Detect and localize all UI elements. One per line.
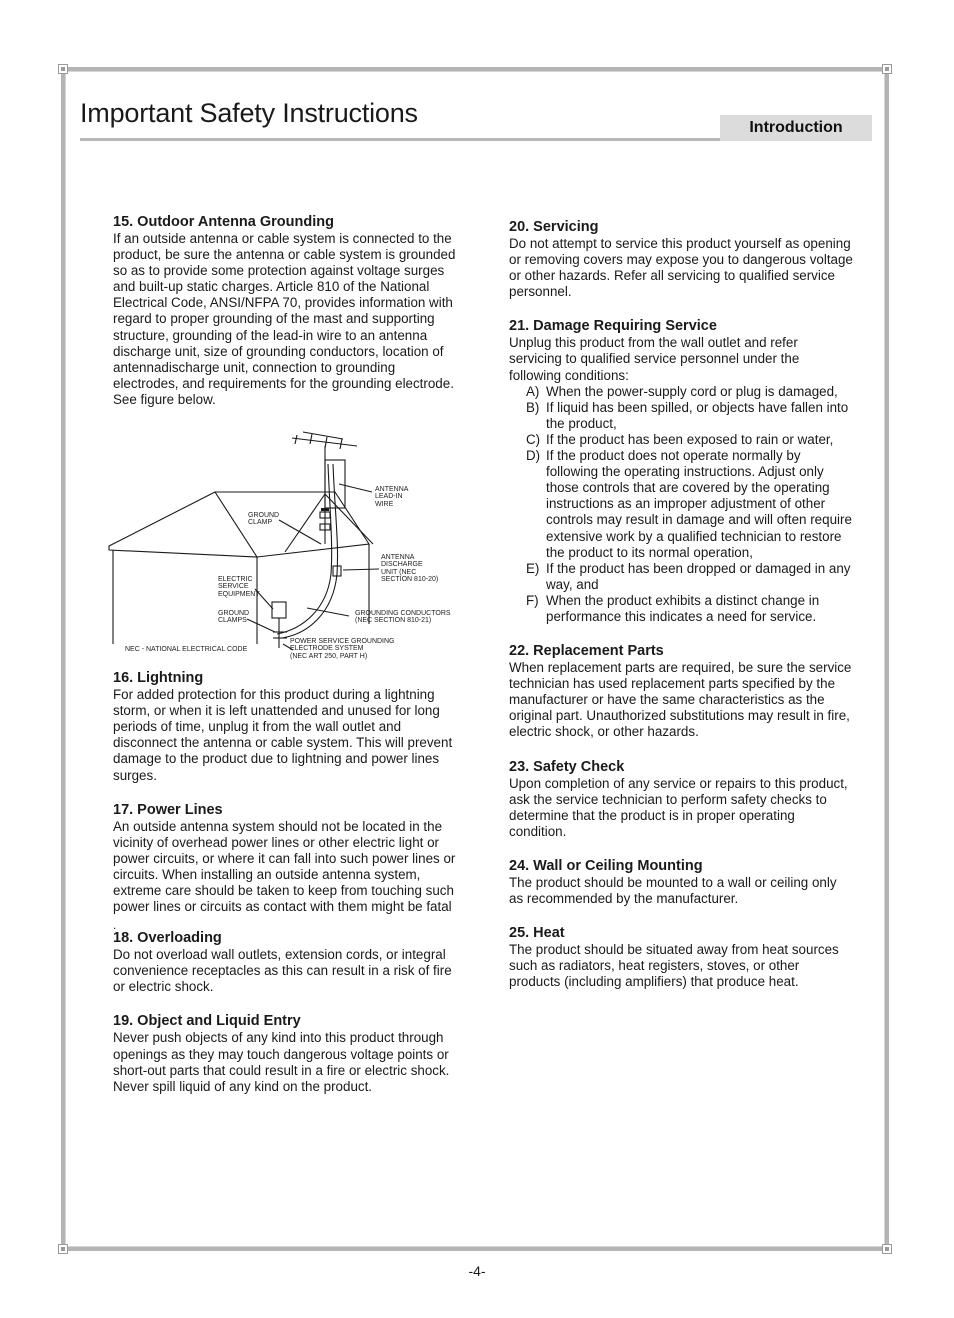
item-heading: 25. Heat <box>509 925 565 942</box>
roof-ridge <box>215 492 369 557</box>
list-item <box>509 384 854 400</box>
item-overloading <box>113 930 458 995</box>
corner-mark <box>58 64 68 74</box>
item-body: For added protection for this product during a lightning storm, or when it is left unattended and unused for long periods of time, unplug it from the wall outlet and disconnect the antenna or cable system. This will prevent damage to the product due to lightning and power lines surges. <box>113 687 453 783</box>
electric-service-box <box>272 602 286 618</box>
item-replacement-parts <box>509 643 854 740</box>
list-item <box>509 432 854 448</box>
item-heading: 19. Object and Liquid Entry <box>113 1013 301 1030</box>
guy-wire <box>325 494 373 544</box>
left-column <box>113 214 458 1113</box>
label-grounding-conductors: GROUNDING CONDUCTORS (NEC SECTION 810-21) <box>355 610 451 625</box>
label-ground-clamp: GROUND CLAMP <box>248 512 280 527</box>
item-object-liquid-entry <box>113 1013 458 1094</box>
right-column <box>509 219 854 1008</box>
item-lightning <box>113 670 458 784</box>
label-electric-service: ELECTRIC SERVICE EQUIPMENT <box>218 576 260 598</box>
title-rule <box>80 138 720 141</box>
page-number: -4- <box>468 1263 486 1279</box>
corner-mark <box>882 1244 892 1254</box>
list-letter: A) <box>526 383 540 399</box>
item-body: If an outside antenna or cable system is connected to the product, be sure the antenna or cable system is grounded so as to provide some protection against voltage surges and built-up static charges. Article 810 of the National Electrical Code, ANSI/NFPA 70, provides information with regard to proper grounding of the mast and supporting structure, grounding of the lead-in wire to an antenna discharge unit, size of grounding conductors, location of antennadischarge unit, connection to grounding electrodes, and requirements for the grounding electrode. See figure below. <box>113 231 456 407</box>
list-item <box>509 448 854 561</box>
item-heading: 20. Servicing <box>509 219 599 235</box>
list-item <box>509 400 854 432</box>
list-text: If liquid has been spilled, or objects have fallen into the product, <box>546 399 849 431</box>
item-body: Do not attempt to service this product yourself as opening or removing covers may expose you to dangerous voltage or other hazards. Refer all servicing to qualified service personnel. <box>509 236 853 300</box>
label-ground-clamps: GROUND CLAMPS <box>218 610 250 625</box>
item-heading: 24. Wall or Ceiling Mounting <box>509 857 703 874</box>
list-letter: F) <box>526 592 539 608</box>
item-heading: 23. Safety Check <box>509 758 625 775</box>
list-text: When the product exhibits a distinct change in performance this indicates a need for service. <box>546 592 820 624</box>
label-discharge-unit: ANTENNA DISCHARGE UNIT (NEC SECTION 810-20) <box>381 554 439 584</box>
corner-mark <box>58 1244 68 1254</box>
item-heat <box>509 925 854 990</box>
item-damage-requiring-service <box>509 318 854 625</box>
item-heading: 17. Power Lines <box>113 801 223 818</box>
list-text: When the power-supply cord or plug is damaged, <box>546 383 838 399</box>
label-antenna-lead-in: ANTENNA LEAD-IN WIRE <box>375 486 409 508</box>
list-text: If the product has been exposed to rain or water, <box>546 431 834 447</box>
item-body: Never push objects of any kind into this product through openings as they may touch dangerous voltage points or short-out parts that could result in a fire or electric shock. Never spill liquid of any kind on the product. <box>113 1030 450 1094</box>
item-heading: 15. Outdoor Antenna Grounding <box>113 214 334 230</box>
section-tab: Introduction <box>720 115 872 141</box>
label-power-service: POWER SERVICE GROUNDING ELECTRODE SYSTEM (NEC ART 250, PART H) <box>290 638 395 660</box>
item-body: The product should be situated away from heat sources such as radiators, heat registers, stoves, or other products (including amplifiers) that produce heat. <box>509 942 839 990</box>
page-title: Important Safety Instructions <box>80 98 418 128</box>
item-power-lines <box>113 802 458 931</box>
item-trailing-dot: . <box>113 918 117 933</box>
item-body: Upon completion of any service or repairs to this product, ask the service technician to perform safety checks to determine that the product is in proper operating condition. <box>509 775 848 839</box>
item-heading: 21. Damage Requiring Service <box>509 318 717 335</box>
list-letter: C) <box>526 431 541 447</box>
list-item <box>509 593 854 625</box>
antenna-grounding-figure <box>107 424 457 660</box>
item-body: Unplug this product from the wall outlet and refer servicing to qualified service personnel under the following conditions: <box>509 335 800 383</box>
list-text: If the product does not operate normally by following the operating instructions. Adjust only those controls that are covered by the operating instructions as an improper adjustment of other controls may result in damage and will often require extensive work by a qualified technician to restore the product to its normal operation, <box>546 448 852 560</box>
item-heading: 22. Replacement Parts <box>509 643 664 660</box>
item-body: Do not overload wall outlets, extension cords, or integral convenience receptacles as this can result in a risk of fire or electric shock. <box>113 947 452 995</box>
item-safety-check <box>509 759 854 840</box>
item-body: An outside antenna system should not be located in the vicinity of overhead power lines or other electric light or power circuits, or where it can fall into such power lines or circuits. When installing an outside antenna system, extreme care should be taken to keep from touching such power lines or circuits as contact with them might be fatal <box>113 818 456 915</box>
list-letter: B) <box>526 399 540 415</box>
item-heading: 18. Overloading <box>113 930 222 947</box>
list-letter: D) <box>526 448 541 464</box>
item-heading: 16. Lightning <box>113 670 204 687</box>
item-servicing <box>509 219 854 300</box>
label-nec: NEC - NATIONAL ELECTRICAL CODE <box>125 646 248 654</box>
house-roof <box>109 492 257 557</box>
item-body: The product should be mounted to a wall or ceiling only as recommended by the manufacturer. <box>509 874 837 906</box>
item-body: When replacement parts are required, be sure the service technician has used replacement parts specified by the manufacturer or have the same characteristics as the original part. Unauthorized substitutions may result in fire, electric shock, or other hazards. <box>509 660 852 740</box>
antenna-element <box>303 432 343 439</box>
corner-mark <box>882 64 892 74</box>
item-wall-ceiling-mounting <box>509 858 854 907</box>
antenna-element <box>292 438 357 446</box>
item-outdoor-antenna-grounding <box>113 214 458 408</box>
list-text: If the product has been dropped or damaged in any way, and <box>546 560 851 592</box>
list-letter: E) <box>526 560 540 576</box>
condition-list <box>509 384 854 625</box>
list-item <box>509 561 854 593</box>
